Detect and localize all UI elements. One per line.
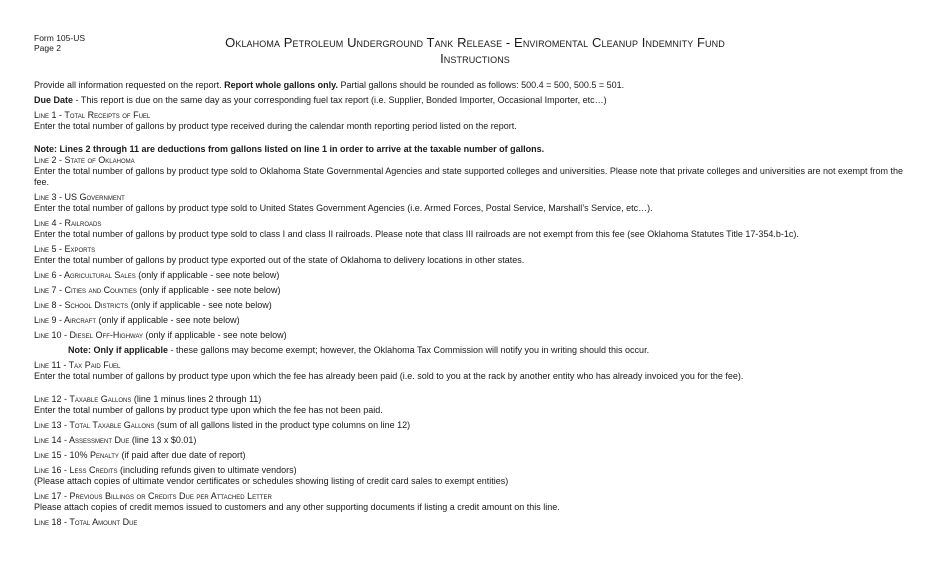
line-6-qualifier: (only if applicable - see note below) — [135, 270, 280, 280]
line-17-description: Please attach copies of credit memos issued to customers and any other supporting documents if listing a credit amount on this line. — [34, 502, 560, 512]
line-16-heading — [34, 465, 919, 476]
form-number: Form 105-US — [34, 33, 86, 43]
intro-part-c: Partial gallons should be rounded as follows: 500.4 = 500, 500.5 = 501. — [337, 80, 625, 90]
title-line-2: Instructions — [440, 51, 510, 66]
line-9-title: Line 9 - Aircraft — [34, 315, 97, 325]
line-13-title: Line 13 - Total Taxable Gallons — [34, 420, 155, 430]
instructions-body — [34, 80, 919, 528]
line-6-title: Line 6 - Agricultural Sales — [34, 270, 136, 280]
due-date-label: Due Date — [34, 95, 74, 105]
line-6-heading — [34, 270, 919, 281]
line-9-qualifier: (only if applicable - see note below) — [96, 315, 240, 325]
line-10-qualifier: (only if applicable - see note below) — [143, 330, 287, 340]
line-16-title: Line 16 - Less Credits — [34, 465, 118, 475]
line-10-title: Line 10 - Diesel Off-Highway — [34, 330, 144, 340]
line-8-qualifier: (only if applicable - see note below) — [128, 300, 272, 310]
line-8-heading — [34, 300, 919, 311]
line-7-title: Line 7 - Cities and Counties — [34, 285, 137, 295]
line-1-description: Enter the total number of gallons by product type received during the calendar month reporting period listed on the report. — [34, 121, 517, 131]
line-12-title: Line 12 - Taxable Gallons — [34, 394, 132, 404]
line-12-description: Enter the total number of gallons by product type upon which the fee has not been paid. — [34, 405, 383, 415]
line-2-heading: Line 2 - State of Oklahoma — [34, 155, 135, 165]
line-11-description: Enter the total number of gallons by product type upon which the fee has already been paid (i.e. sold to you at the rack by another entity who has already invoiced you for the fee). — [34, 371, 744, 381]
line-12-qualifier: (line 1 minus lines 2 through 11) — [131, 394, 262, 404]
line-3-heading: Line 3 - US Government — [34, 192, 125, 202]
intro-text — [34, 80, 919, 91]
page-title — [120, 35, 830, 67]
line-2-description: Enter the total number of gallons by product type sold to Oklahoma State Governmental Agencies and state supported colleges and universities. Please note that private colleges and universities are not exempt from the fee. — [34, 166, 904, 187]
line-14-qualifier: (line 13 x $0.01) — [129, 435, 197, 445]
line-15-qualifier: (if paid after due date of report) — [118, 450, 246, 460]
form-identifier — [34, 34, 85, 53]
line-5-description: Enter the total number of gallons by product type exported out of the state of Oklahoma to delivery locations in other states. — [34, 255, 525, 265]
applicable-note-text: - these gallons may become exempt; however, the Oklahoma Tax Commission will notify you in writing should this occur. — [168, 345, 650, 355]
line-15-heading — [34, 450, 919, 461]
line-17-heading: Line 17 - Previous Billings or Credits Due per Attached Letter — [34, 491, 272, 501]
line-7-heading — [34, 285, 919, 296]
title-line-1: Oklahoma Petroleum Underground Tank Release - Enviromental Cleanup Indemnity Fund — [225, 35, 725, 50]
line-10-heading — [34, 330, 919, 341]
line-5-heading: Line 5 - Exports — [34, 244, 96, 254]
line-15-title: Line 15 - 10% Penalty — [34, 450, 119, 460]
line-16-description: (Please attach copies of ultimate vendor certificates or schedules showing listing of credit card sales to exempt entities) — [34, 476, 509, 486]
line-4-heading: Line 4 - Railroads — [34, 218, 102, 228]
applicable-note — [34, 345, 919, 356]
line-18-heading: Line 18 - Total Amount Due — [34, 517, 138, 527]
page-label: Page 2 — [34, 42, 61, 53]
intro-emphasis: Report whole gallons only. — [224, 80, 338, 90]
due-date-desc: - This report is due on the same day as your corresponding fuel tax report (i.e. Supplier, Bonded Importer, Occasional Importer, etc…) — [73, 95, 607, 105]
line-7-qualifier: (only if applicable - see note below) — [136, 285, 281, 295]
line-4-description: Enter the total number of gallons by product type sold to class I and class II railroads. Please note that class III railroads are not exempt from this fee (see Oklahoma Statutes Title 17-354.b-1c). — [34, 229, 799, 239]
line-1-heading: Line 1 - Total Receipts of Fuel — [34, 110, 151, 120]
deductions-note: Note: Lines 2 through 11 are deductions from gallons listed on line 1 in order to arrive at the taxable number of gallons. — [34, 144, 545, 154]
intro-part-a: Provide all information requested on the report. — [34, 80, 225, 90]
line-11-heading: Line 11 - Tax Paid Fuel — [34, 360, 121, 370]
line-13-qualifier: (sum of all gallons listed in the product type columns on line 12) — [154, 420, 411, 430]
line-9-heading — [34, 315, 919, 326]
line-16-qualifier: (including refunds given to ultimate vendors) — [117, 465, 297, 475]
applicable-note-label: Note: Only if applicable — [68, 345, 169, 355]
due-date-text — [34, 95, 919, 106]
line-3-description: Enter the total number of gallons by product type sold to United States Government Agencies (i.e. Armed Forces, Postal Service, Marshall’s Service, etc…). — [34, 203, 653, 213]
line-14-heading — [34, 435, 919, 446]
line-12-heading — [34, 394, 919, 405]
line-14-title: Line 14 - Assessment Due — [34, 435, 130, 445]
line-8-title: Line 8 - School Districts — [34, 300, 129, 310]
line-13-heading — [34, 420, 919, 431]
